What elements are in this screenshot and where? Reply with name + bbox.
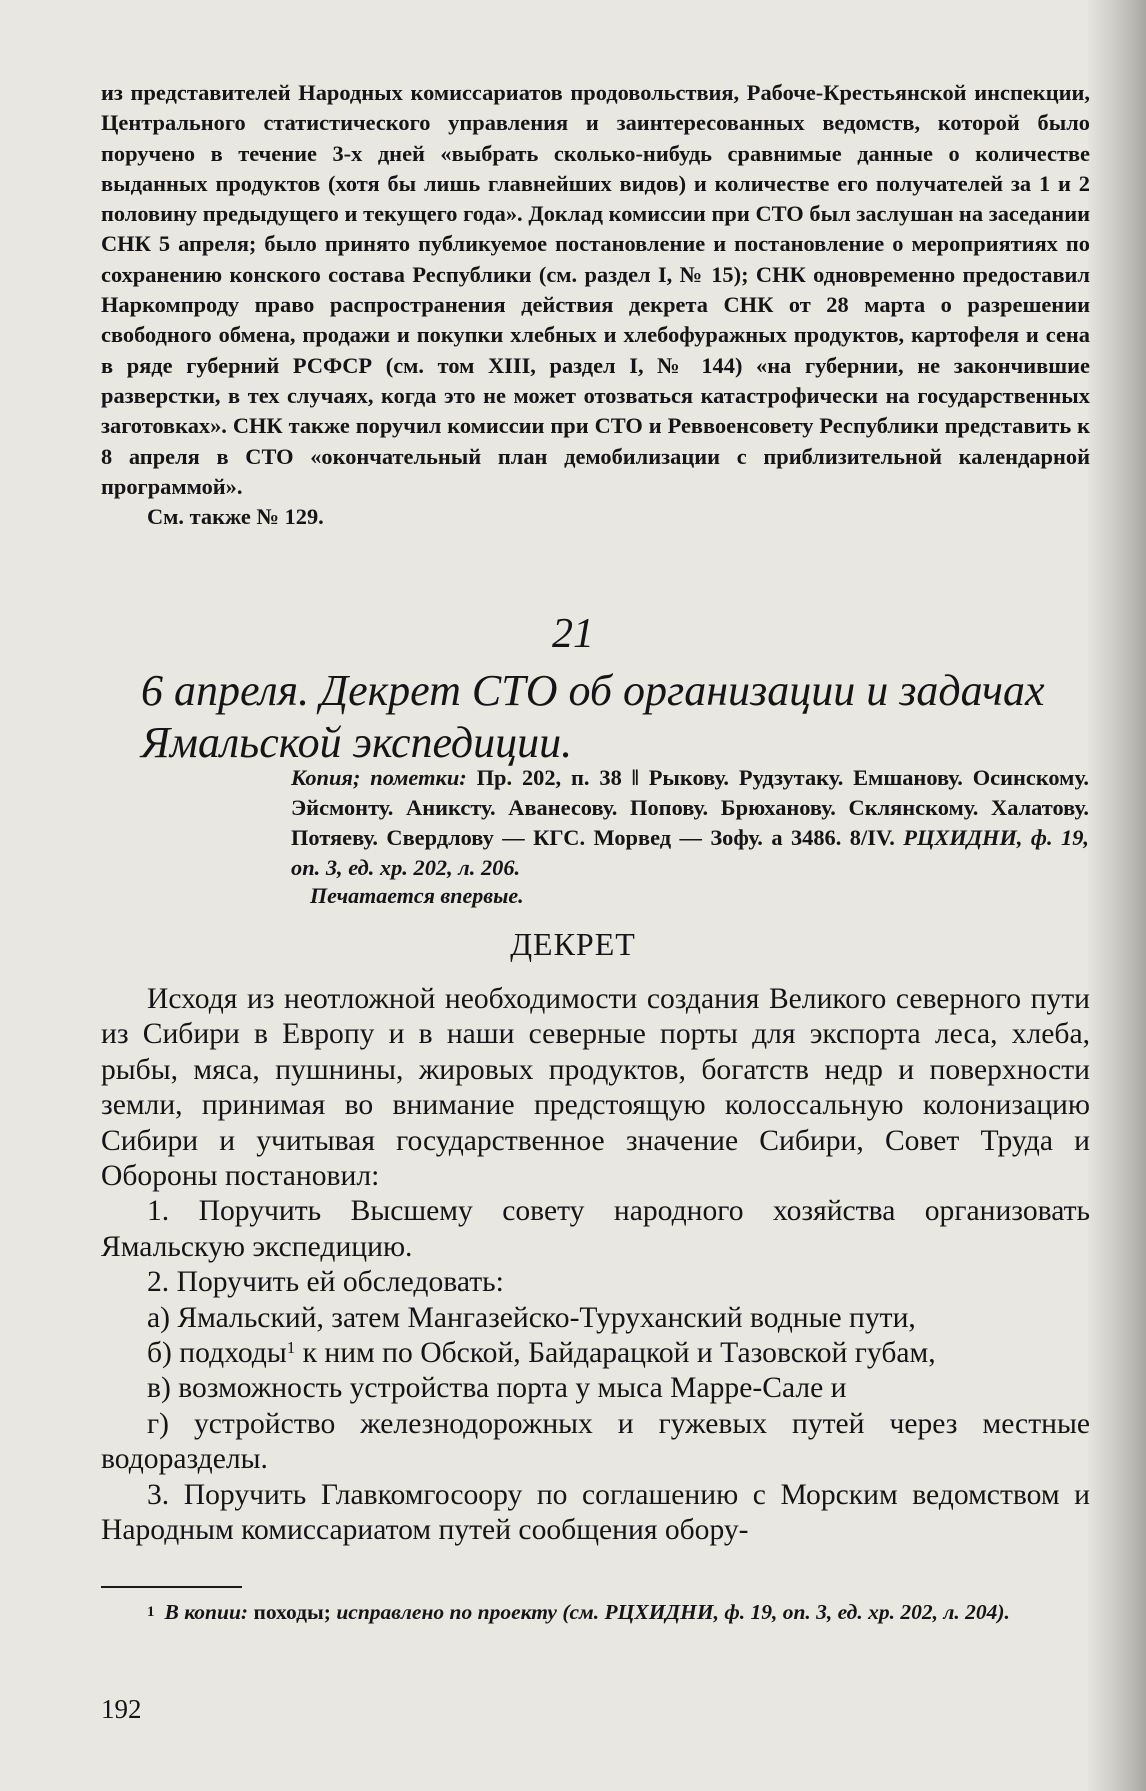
footnote-text: походы; [253,1600,331,1624]
subitem-b-text-end: к ним по Обской, Байдарацкой и Тазовской губам, [295,1337,936,1370]
source-note [291,763,1089,883]
footnote-mark: 1 [147,1604,155,1620]
footnote-divider [101,1586,242,1588]
decree-subitem-b [101,1336,1090,1371]
decree-item-2: 2. Поручить ей обследовать: [147,1266,504,1299]
document-title: 6 апреля. Декрет СТО об организации и задачах Ямальской экспедиции. [141,666,1045,767]
see-also-reference: См. также № 129. [147,504,324,530]
published-note: Печатается впервые. [310,883,524,908]
decree-preamble: Исходя из неотложной необходимости создания Великого северного пути из Сибири в Европу и в наши северные порты для экспорта леса, хлеба, рыбы, мяса, пушнины, жировых продуктов, богатств недр и поверхности земли, принимая во внимание предстоящую колоссальную колонизацию Сибири и учитывая государственное значение Сибири, Совет Труда и Обороны постановил: [101,983,1090,1193]
decree-subitem-c: в) возможность устройства порта у мыса Марре-Сале и [147,1372,847,1405]
decree-item-3: 3. Поручить Главкомгосоору по соглашению с Морским ведомством и Народным комиссариатом путей сообщения обору- [101,1478,1090,1547]
decree-subitem-a: а) Ямальский, затем Мангазейско-Туруханский водные пути, [147,1301,916,1334]
document-number: 21 [552,611,594,657]
intro-paragraph: из представителей Народных комиссариатов продовольствия, Рабоче-Крестьянской инспекции, Центрального статистического управления и заинтересованных ведомств, которой было поручено в течение 3-х дней «выбрать сколько-нибудь сравнимые данные о количестве выданных продуктов (хотя бы лишь главнейших видов) и количестве его получателей за 1 и 2 половину предыдущего и текущего года». Доклад комиссии при СТО был заслушан на заседании СНК 5 апреля; было принято публикуемое постановление и постановление о мероприятиях по сохранению конского состава Республики (см. раздел I, № 15); СНК одновременно предоставил Наркомпроду право распространения действия декрета СНК от 28 марта о разрешении свободного обмена, продажи и покупки хлебных и хлебофуражных продуктов, картофеля и сена в ряде губерний РСФСР (см. том XIII, раздел I, № 144) «на губернии, не закончившие разверстки, в тех случаях, когда это не может отозваться катастрофически на государственных заготовках». СНК также поручил комиссии при СТО и Реввоенсовету Республики представить к 8 апреля в СТО «окончательный план демобилизации с приблизительной календарной программой». [101,80,1090,499]
book-spine-shadow [1088,0,1146,1791]
decree-body [101,982,1090,1549]
page-number: 192 [101,1694,142,1724]
intro-section [101,78,1090,532]
subitem-b-text-start: б) подходы [147,1337,287,1370]
decree-heading: ДЕКРЕТ [510,926,636,962]
source-label: Копия; пометки: [291,765,467,790]
footnote-correction: исправлено по проекту (см. РЦХИДНИ, ф. 19, оп. 3, ед. хр. 202, л. 204). [336,1600,1010,1624]
source-archive: РЦХИДНИ, ф. 19, оп. 3, ед. хр. 202, л. 206. [291,825,1089,880]
footnote [101,1596,1090,1628]
decree-item-1: 1. Поручить Высшему совету народного хозяйства организовать Ямальскую экспедицию. [101,1195,1090,1263]
source-text: Пр. 202, п. 38 ‖ Рыкову. Рудзутаку. Емшанову. Осинскому. Эйсмонту. Аниксту. Аванесову. Попову. Брюханову. Склянскому. Халатову. Потяеву. Свердлову — КГС. Морвед — Зофу. а 3486. 8/IV. [291,765,1089,850]
footnote-label: В копии: [164,1600,249,1624]
footnote-reference-mark: 1 [286,1338,296,1358]
decree-subitem-d: г) устройство железнодорожных и гужевых путей через местные водоразделы. [101,1407,1090,1476]
